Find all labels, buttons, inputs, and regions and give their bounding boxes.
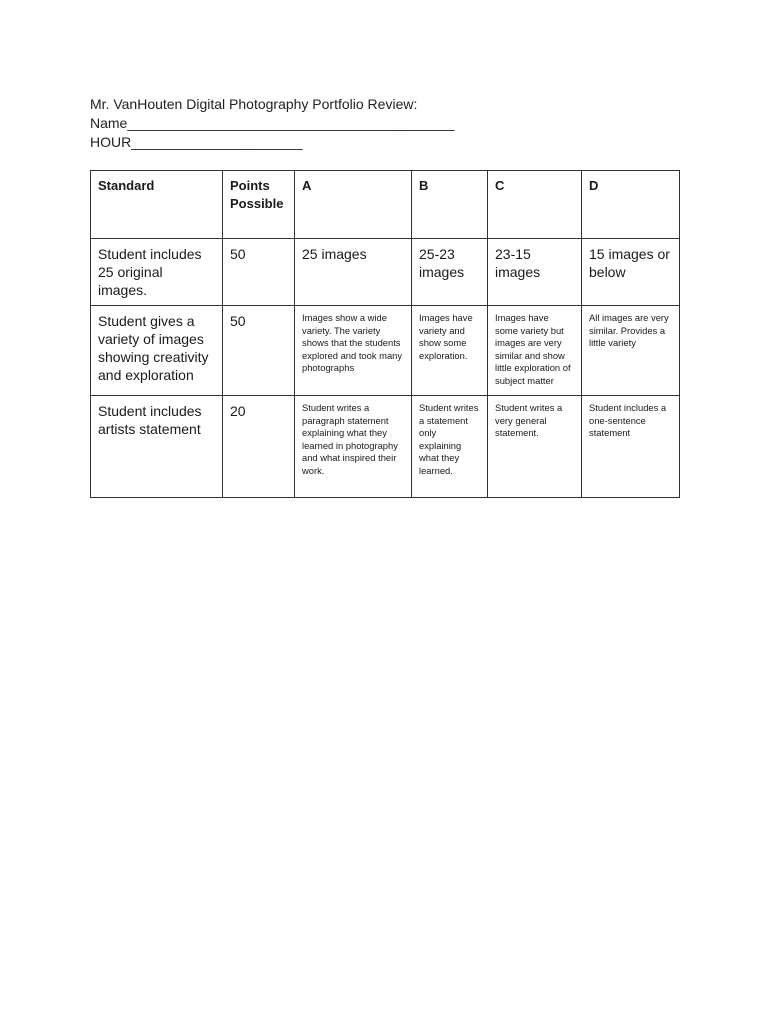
grade-d-cell: All images are very similar. Provides a little variety [582, 306, 680, 396]
table-row [91, 306, 680, 396]
table-row [91, 396, 680, 498]
points-cell: 50 [223, 239, 295, 306]
grade-a-cell: 25 images [295, 239, 412, 306]
header-points-possible: Points Possible [223, 171, 295, 239]
grade-c-cell: Student writes a very general statement. [488, 396, 582, 498]
grade-c-cell: Images have some variety but images are very similar and show little exploration of subject matter [488, 306, 582, 396]
table-header-row [91, 171, 680, 239]
grade-d-cell: Student includes a one-sentence statement [582, 396, 680, 498]
document-title: Mr. VanHouten Digital Photography Portfolio Review: [90, 96, 418, 112]
document-header [90, 95, 454, 152]
grade-b-cell: 25-23 images [412, 239, 488, 306]
points-cell: 50 [223, 306, 295, 396]
name-field-line: Name__________________________________________ [90, 115, 455, 131]
header-standard: Standard [91, 171, 223, 239]
grade-a-cell: Student writes a paragraph statement explaining what they learned in photography and what inspired their work. [295, 396, 412, 498]
points-cell: 20 [223, 396, 295, 498]
grade-c-cell: 23-15 images [488, 239, 582, 306]
header-grade-a: A [295, 171, 412, 239]
header-grade-b: B [412, 171, 488, 239]
grade-a-cell: Images show a wide variety. The variety shows that the students explored and took many photographs [295, 306, 412, 396]
standard-cell: Student includes 25 original images. [91, 239, 223, 306]
hour-field-line: HOUR______________________ [90, 134, 303, 150]
standard-cell: Student includes artists statement [91, 396, 223, 498]
rubric-table [90, 170, 680, 498]
grade-b-cell: Images have variety and show some exploration. [412, 306, 488, 396]
grade-d-cell: 15 images or below [582, 239, 680, 306]
grade-b-cell: Student writes a statement only explaining what they learned. [412, 396, 488, 498]
standard-cell: Student gives a variety of images showing creativity and exploration [91, 306, 223, 396]
table-row [91, 239, 680, 306]
header-grade-c: C [488, 171, 582, 239]
header-grade-d: D [582, 171, 680, 239]
